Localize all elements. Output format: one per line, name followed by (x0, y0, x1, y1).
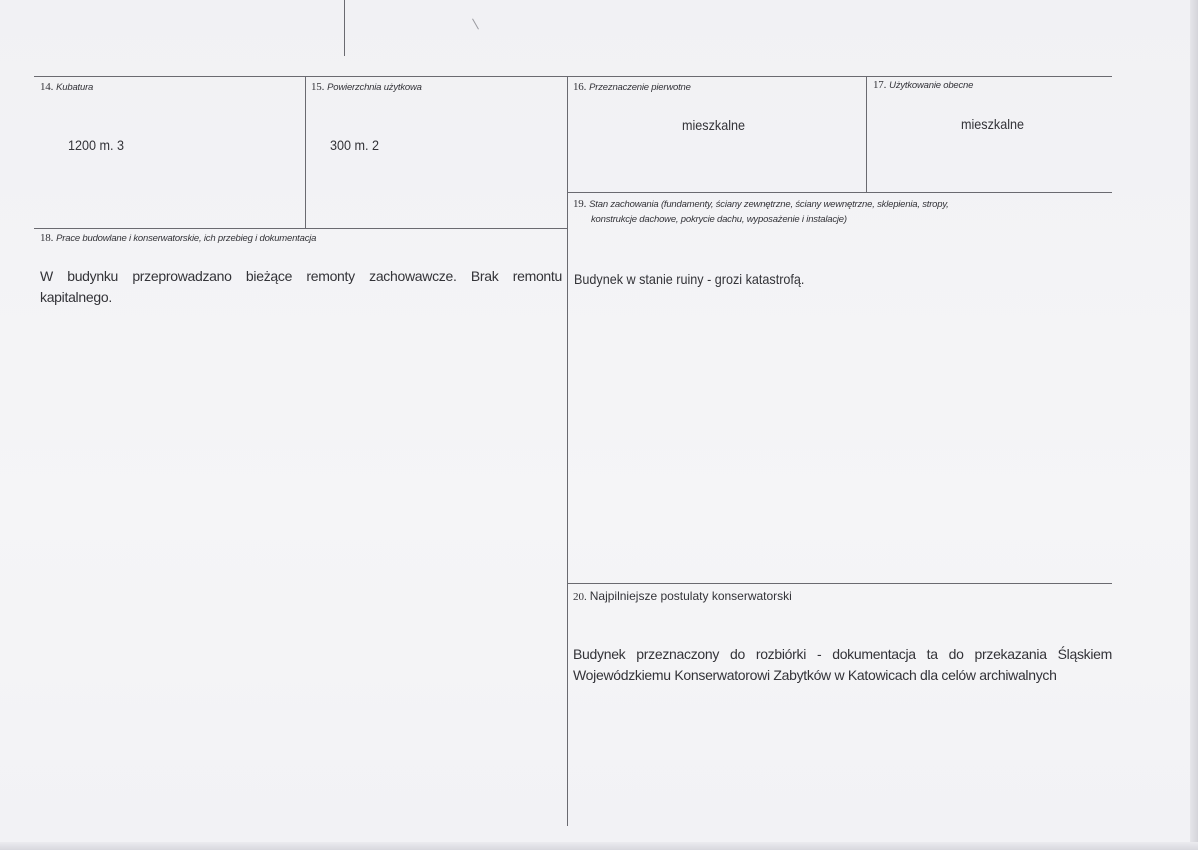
field-20-label-text: Najpilniejsze postulaty konserwatorski (589, 589, 792, 603)
field-20-number: 20. (573, 591, 587, 603)
row-line-19 (567, 192, 1112, 193)
field-15-value: 300 m. 2 (330, 137, 380, 153)
field-17-number: 17. (873, 79, 887, 91)
col-divider-14-15 (305, 76, 306, 228)
field-18-value: W budynku przeprowadzano bieżące remonty zachowawcze. Brak remontu kapitalnego. (40, 268, 562, 305)
row-line-20 (567, 583, 1112, 584)
card-edge-bottom (0, 842, 1198, 850)
field-18-label (40, 232, 316, 244)
row-top-line (34, 76, 1112, 77)
top-divider-stub (344, 0, 345, 56)
row-line-18 (34, 228, 567, 229)
field-19-label-line1 (573, 197, 1023, 212)
field-19-value: Budynek w stanie ruiny - grozi katastrofą. (574, 271, 805, 287)
field-16-label (573, 81, 691, 93)
card-edge-right (1190, 0, 1198, 850)
col-divider-main (567, 76, 568, 826)
field-15-label-text: Powierzchnia użytkowa (327, 82, 422, 93)
field-18-number: 18. (40, 232, 54, 244)
field-16-value: mieszkalne (682, 117, 746, 133)
field-17-value: mieszkalne (961, 116, 1025, 132)
field-19-number: 19. (573, 198, 587, 210)
field-17-label-text: Użytkowanie obecne (889, 80, 974, 91)
field-20-value: Budynek przeznaczony do rozbiórki - dokumentacja ta do przekazania Śląskiem Wojewódzkiemu Konserwatorowi Zabytków w Katowicach dla celów archiwalnych (573, 646, 1112, 683)
field-14-number: 14. (40, 81, 54, 93)
field-16-number: 16. (573, 81, 587, 93)
field-15-number: 15. (311, 81, 325, 93)
field-14-value: 1200 m. 3 (68, 137, 125, 153)
field-15-label (311, 81, 422, 93)
field-18-label-text: Prace budowlane i konserwatorskie, ich przebieg i dokumentacja (56, 233, 317, 244)
field-14-label-text: Kubatura (56, 82, 94, 93)
field-19-label (573, 197, 1023, 227)
field-16-label-text: Przeznaczenie pierwotne (589, 82, 691, 93)
field-19-label-text1: Stan zachowania (fundamenty, ściany zewnętrzne, ściany wewnętrzne, sklepienia, stropy, (589, 199, 949, 210)
field-14-label (40, 81, 93, 93)
field-20-label (573, 589, 792, 603)
field-19-label-line2: konstrukcje dachowe, pokrycie dachu, wyposażenie i instalacje) (591, 214, 847, 225)
field-17-label (873, 79, 973, 91)
col-divider-16-17 (866, 76, 867, 192)
